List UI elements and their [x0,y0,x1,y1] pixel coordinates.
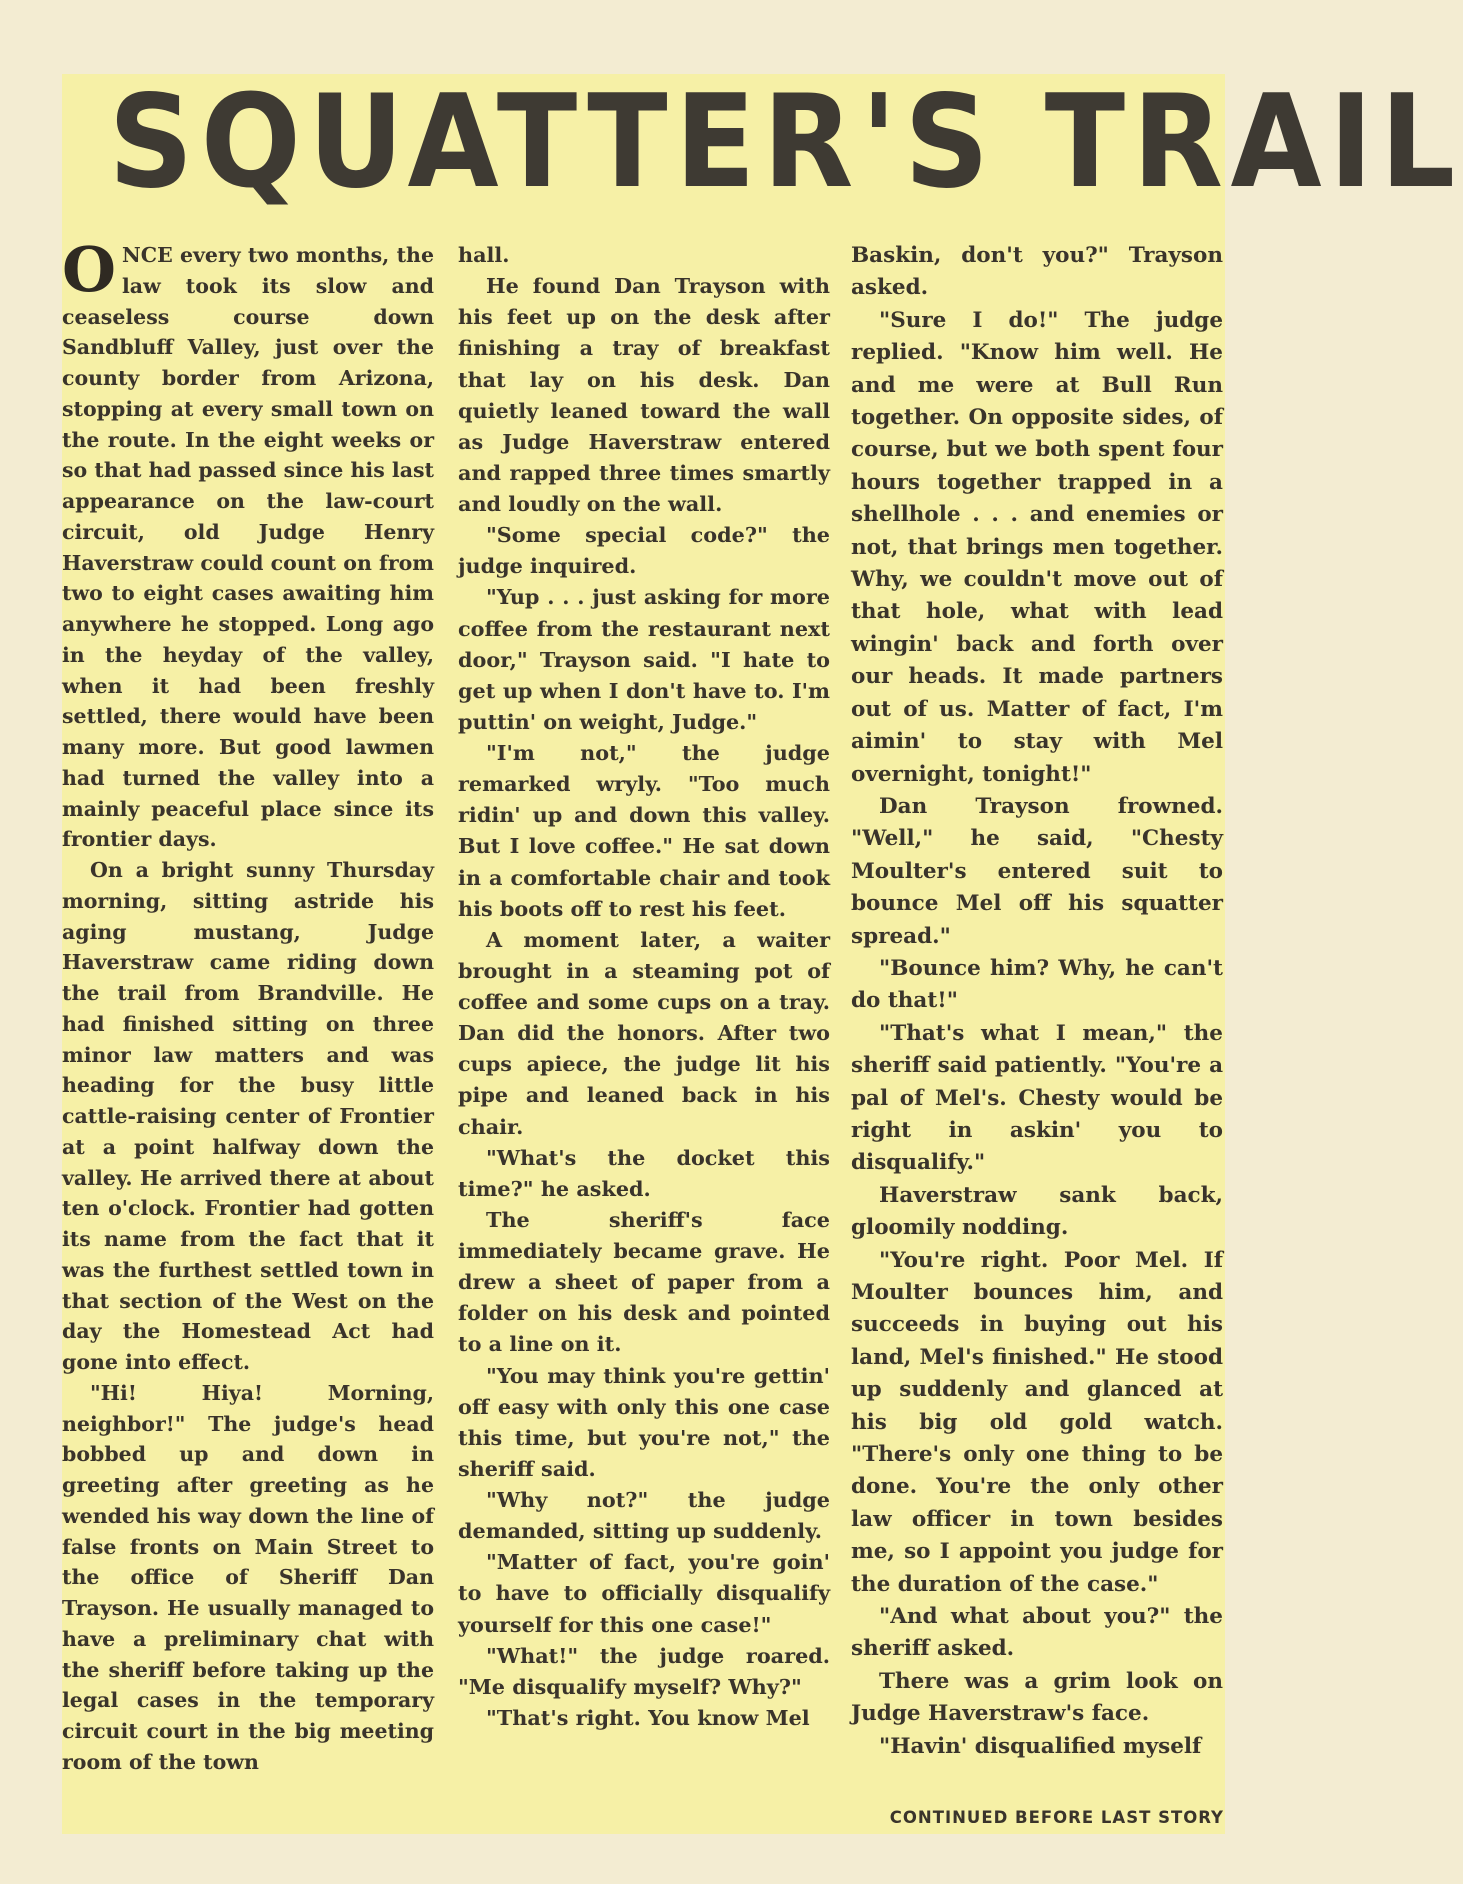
paragraph: "And what about you?" the sheriff asked. [851,1604,1223,1662]
paragraph: "Why not?" the judge demanded, sitting up suddenly. [458,1488,830,1544]
paragraph: "What!" the judge roared. "Me disqualify myself? Why?" [458,1643,830,1699]
paragraph: "You're right. Poor Mel. If Moulter bounces him, and succeeds in buying out his land, Mel's finished." He stood up suddenly and glanced at his big old gold watch. "There's only one thing to be done. You're the only other law officer in town besides me, so I appoint you judge for the duration of the case." [851,1247,1223,1597]
paragraph: "I'm not," the judge remarked wryly. "Too much ridin' up and down this valley. But I love coffee." He sat down in a comfortable chair and took his boots off to rest his feet. [458,741,830,921]
paragraph: "Matter of fact, you're goin' to have to officially disqualify yourself for this one case!" [458,1550,830,1637]
paragraph: "That's right. You know Mel [486,1705,810,1730]
continued-note: CONTINUED BEFORE LAST STORY [889,1808,1224,1827]
paragraph [62,233,434,855]
paragraph: "You may think you're gettin' off easy with only this one case this time, but you're not," the sheriff said. [458,1363,830,1481]
paragraph: "Havin' disqualified myself [879,1733,1202,1759]
paragraph: "Yup . . . just asking for more coffee from the restaurant next door," Trayson said. "I hate to get up when I don't have to. I'm puttin' on weight, Judge." [458,585,830,734]
paragraph: Dan Trayson frowned. "Well," he said, "Chesty Moulter's entered suit to bounce Mel off his squatter spread." [851,793,1223,949]
paragraph: Baskin, don't you?" Trayson asked. [851,243,1223,301]
paragraph: hall. [458,243,510,267]
paragraph: "What's the docket this time?" he asked. [458,1145,830,1201]
drop-cap: O [62,233,117,306]
paragraph: The sheriff's face immediately became grave. He drew a sheet of paper from a folder on his desk and pointed to a line on it. [458,1207,830,1357]
paragraph: On a bright sunny Thursday morning, sitting astride his aging mustang, Judge Haverstraw came riding down the trail from Brandville. He had finished sitting on three minor law matters and was heading for the busy little cattle-raising center of Frontier at a point halfway down the valley. He arrived there at about ten o'clock. Frontier had gotten its name from the fact that it was the furthest settled town in that section of the West on the day the Homestead Act had gone into effect. [62,858,434,1374]
paragraph: "That's what I mean," the sheriff said patiently. "You're a pal of Mel's. Chesty would be right in askin' you to disqualify." [851,1020,1223,1176]
paragraph: "Hi! Hiya! Morning, neighbor!" The judge's head bobbed up and down in greeting after greeting as he wended his way down the line of false fronts on Main Street to the office of Sheriff Dan Trayson. He usually managed to have a preliminary chat with the sheriff before taking up the legal cases in the temporary circuit court in the big meeting room of the town [62,1380,434,1774]
text-column-1 [62,233,434,1795]
text-column-2 [458,240,830,1795]
text-column-3 [851,240,1223,1795]
paragraph: "Sure I do!" The judge replied. "Know him well. He and me were at Bull Run together. On opposite sides, of course, but we both spent four hours together trapped in a shellhole . . . and enemies or not, that brings men together. Why, we couldn't move out of that hole, what with lead wingin' back and forth over our heads. It made partners out of us. Matter of fact, I'm aimin' to stay with Mel overnight, tonight!" [851,307,1223,787]
paragraph: Haverstraw sank back, gloomily nodding. [851,1182,1223,1241]
paragraph: There was a grim look on Judge Haverstraw's face. [851,1668,1223,1727]
first-word-rest: NCE [122,243,173,267]
paragraph-text: every two months, the law took its slow and ceaseless course down Sandbluff Valley, just over the county border from Arizona, stopping at every small town on the route. In the eight weeks or so that had passed since his last appearance on the law-court circuit, old Judge Henry Haverstraw could count on from two to eight cases awaiting him anywhere he stopped. Long ago in the heyday of the valley, when it had been freshly settled, there would have been many more. But good lawmen had turned the valley into a mainly peaceful place since its frontier days. [62,243,434,852]
paragraph: "Some special code?" the judge inquired. [458,523,830,579]
paragraph: A moment later, a waiter brought in a steaming pot of coffee and some cups on a tray. Dan did the honors. After two cups apiece, the judge lit his pipe and leaned back in his chair. [458,927,830,1139]
paragraph: He found Dan Trayson with his feet up on the desk after finishing a tray of breakfast that lay on his desk. Dan quietly leaned toward the wall as Judge Haverstraw entered and rapped three times smartly and loudly on the wall. [458,274,830,516]
paragraph: "Bounce him? Why, he can't do that!" [851,955,1223,1014]
story-title: SQUATTER'S TRAIL [108,68,1463,217]
